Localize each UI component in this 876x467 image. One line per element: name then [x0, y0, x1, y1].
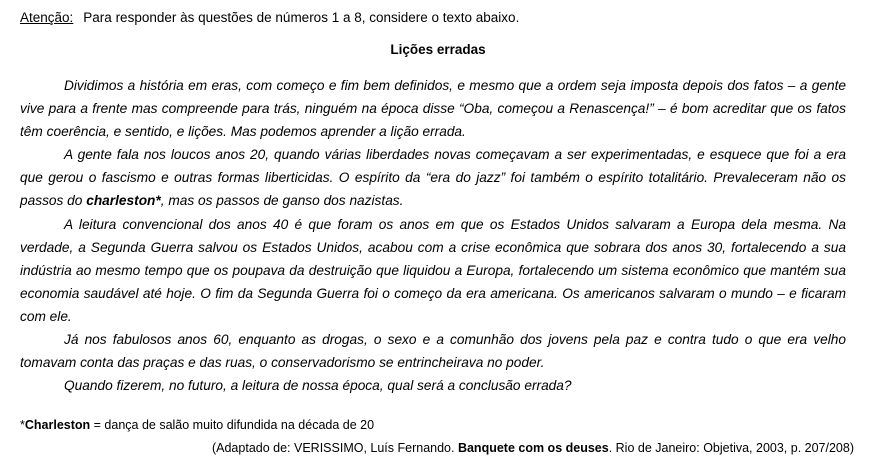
article-body	[20, 74, 846, 397]
attention-notice	[20, 9, 519, 26]
paragraph-2	[20, 143, 846, 212]
paragraph-1: Dividimos a história em eras, com começo e fim bem definidos, e mesmo que a ordem seja imposta depois dos fatos – a gente vive para a frente mas compreende para trás, ninguém na época disse “Oba, começou a Renascença!” – é bom acreditar que os fatos têm coerência, e sentido, e lições. Mas podemos aprender a lição errada.	[20, 78, 846, 140]
paragraph-5: Quando fizerem, no futuro, a leitura de nossa época, qual será a conclusão errada?	[64, 378, 572, 394]
footnote	[20, 417, 374, 433]
footnote-definition: = dança de salão muito difundida na década de 20	[90, 418, 375, 432]
footnote-marker: *	[20, 418, 25, 432]
paragraph-2-start: A gente fala nos loucos anos 20, quando várias liberdades novas começavam a ser experimentadas, e esquece que foi a era que gerou o fascismo e outras formas liberticidas. O espírito da “era do jazz” foi também o espírito totalitário. Prevaleceram não os passos do	[20, 147, 846, 209]
source-prefix: (Adaptado de: VERISSIMO, Luís Fernando.	[211, 441, 458, 455]
source-citation	[212, 440, 854, 456]
charleston-term: charleston*	[86, 193, 161, 209]
source-book-title: Banquete com os deuses	[457, 441, 609, 455]
paragraph-3: A leitura convencional dos anos 40 é que foram os anos em que os Estados Unidos salvaram a Europa dela mesma. Na verdade, a Segunda Guerra salvou os Estados Unidos, acabou com a crise econômica que sobrara dos anos 30, fortalecendo a sua indústria ao mesmo tempo que os poupava da destruição que liquidou a Europa, fortalecendo um sistema econômico que mantém sua economia saudável até hoje. O fim da Segunda Guerra foi o começo da era americana. Os americanos salvaram o mundo – e ficaram com ele.	[20, 216, 846, 324]
text-title: Lições erradas	[390, 42, 486, 57]
footnote-term: Charleston	[24, 418, 91, 432]
source-suffix: . Rio de Janeiro: Objetiva, 2003, p. 207/208)	[608, 441, 854, 455]
paragraph-2-end: , mas os passos de ganso dos nazistas.	[160, 193, 404, 209]
paragraph-4: Já nos fabulosos anos 60, enquanto as drogas, o sexo e a comunhão dos jovens pela paz e contra tudo o que era velho tomavam conta das praças e das ruas, o conservadorismo se entrincheirava no poder.	[20, 332, 846, 371]
attention-text: Para responder às questões de números 1 a 8, considere o texto abaixo.	[83, 10, 520, 25]
attention-label: Atenção:	[20, 10, 74, 25]
